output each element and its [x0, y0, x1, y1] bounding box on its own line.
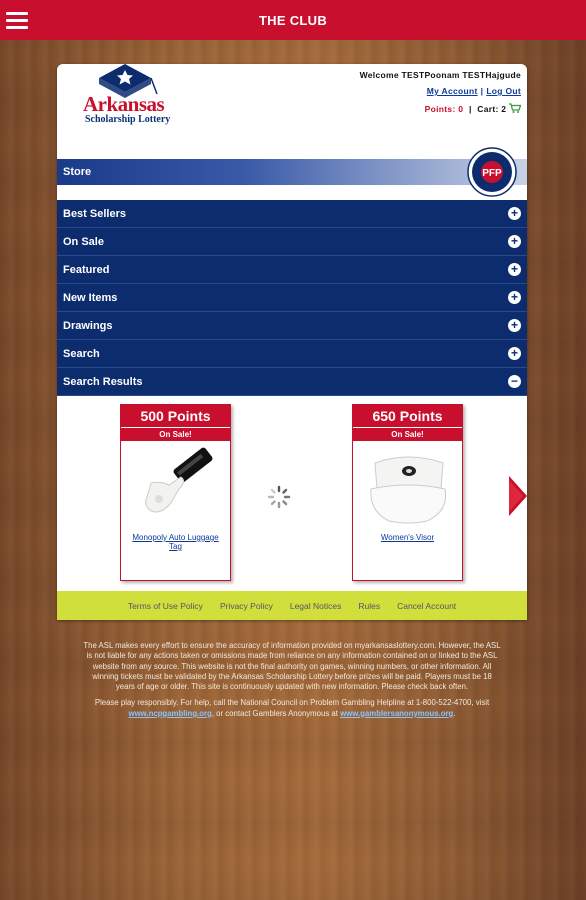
expand-plus-icon: +: [508, 235, 521, 248]
ncpgambling-link[interactable]: www.ncpgambling.org: [128, 708, 212, 718]
legal-notices-link[interactable]: Legal Notices: [289, 600, 342, 611]
accordion-label: Search Results: [63, 375, 143, 388]
gamblers-anonymous-link[interactable]: www.gamblersanonymous.org: [340, 708, 454, 718]
pfp-badge-text: PFP: [482, 168, 502, 179]
expand-plus-icon: +: [508, 207, 521, 220]
product-name-link[interactable]: Monopoly Auto Luggage Tag: [132, 533, 219, 551]
product-name-link[interactable]: Women's Visor: [380, 533, 435, 542]
privacy-policy-link[interactable]: Privacy Policy: [219, 600, 273, 611]
hamburger-menu-icon[interactable]: [6, 9, 28, 31]
accordion-new-items[interactable]: [57, 284, 527, 312]
points-balance: Points: 0: [424, 104, 464, 114]
expand-plus-icon: +: [508, 319, 521, 332]
accordion-drawings[interactable]: [57, 312, 527, 340]
points-separator: |: [468, 104, 472, 114]
accordion-search-results[interactable]: [57, 368, 527, 396]
responsible-play-text-mid: , or contact Gamblers Anonymous at: [211, 708, 338, 718]
responsible-play-text: Please play responsibly. For help, call the National Council on Problem Gambling Helpline at 1-800-522-4700, visit: [94, 698, 490, 708]
responsible-play-text-end: .: [453, 708, 456, 718]
accordion-label: Best Sellers: [63, 207, 126, 220]
loading-spinner-icon: [267, 485, 291, 509]
link-separator: |: [480, 86, 484, 96]
terms-of-use-link[interactable]: Terms of Use Policy: [127, 600, 203, 611]
expand-plus-icon: +: [508, 291, 521, 304]
expand-plus-icon: +: [508, 347, 521, 360]
app-title: THE CLUB: [258, 12, 328, 28]
search-results-carousel: [57, 396, 527, 589]
accordion-label: Featured: [63, 263, 110, 276]
arkansas-lottery-logo[interactable]: [79, 64, 189, 144]
expand-plus-icon: +: [508, 263, 521, 276]
product-card[interactable]: [352, 404, 463, 581]
my-account-link[interactable]: My Account: [426, 86, 478, 96]
luggage-tag-image[interactable]: [121, 441, 230, 531]
accordion-label: New Items: [63, 291, 118, 304]
rules-link[interactable]: Rules: [358, 600, 381, 611]
main-card: [57, 64, 527, 620]
accordion-best-sellers[interactable]: [57, 200, 527, 228]
cart-count[interactable]: Cart: 2: [477, 104, 507, 114]
accordion-search[interactable]: [57, 340, 527, 368]
product-card[interactable]: [120, 404, 231, 581]
points-for-prizes-badge-icon: [467, 147, 517, 197]
store-accordion: [57, 200, 527, 396]
on-sale-badge: On Sale!: [121, 427, 230, 441]
welcome-text: Welcome TESTPoonam TESTHajgude: [359, 70, 521, 80]
accordion-label: On Sale: [63, 235, 104, 248]
carousel-next-arrow-icon[interactable]: [507, 476, 527, 516]
legal-disclaimer: [82, 641, 502, 725]
header-area: [57, 64, 527, 156]
product-points: 500 Points: [121, 405, 230, 427]
product-points: 650 Points: [353, 405, 462, 427]
logo-brand-subtitle: Scholarship Lottery: [85, 114, 171, 125]
accordion-label: Drawings: [63, 319, 113, 332]
accordion-on-sale[interactable]: [57, 228, 527, 256]
cart-icon[interactable]: [509, 103, 521, 113]
footer-links-bar: [57, 591, 527, 620]
top-app-bar: [0, 0, 586, 40]
logout-link[interactable]: Log Out: [486, 86, 521, 96]
accordion-label: Search: [63, 347, 100, 360]
cancel-account-link[interactable]: Cancel Account: [397, 600, 457, 611]
accordion-featured[interactable]: [57, 256, 527, 284]
visor-image[interactable]: [353, 441, 462, 531]
logo-brand-name: Arkansas: [83, 92, 165, 116]
collapse-minus-icon: −: [508, 375, 521, 388]
store-header-bar: [57, 159, 527, 185]
responsible-play-paragraph: [82, 698, 502, 719]
on-sale-badge: On Sale!: [353, 427, 462, 441]
user-info: [360, 70, 521, 114]
store-title: Store: [63, 166, 92, 178]
disclaimer-paragraph: The ASL makes every effort to ensure the accuracy of information provided on myarkansaslottery.com. However, the ASL is not liable for any actions taken or omissions made from reliance on any information contained on or linked to the ASL website from any source. This website is not the final authority on games, winning numbers, or other information. All winning tickets must be validated by the Arkansas Scholarship Lottery before prizes will be paid. Players must be 18 years of age or older. This site is continuously updated with new information. Please check back often.: [83, 641, 501, 692]
